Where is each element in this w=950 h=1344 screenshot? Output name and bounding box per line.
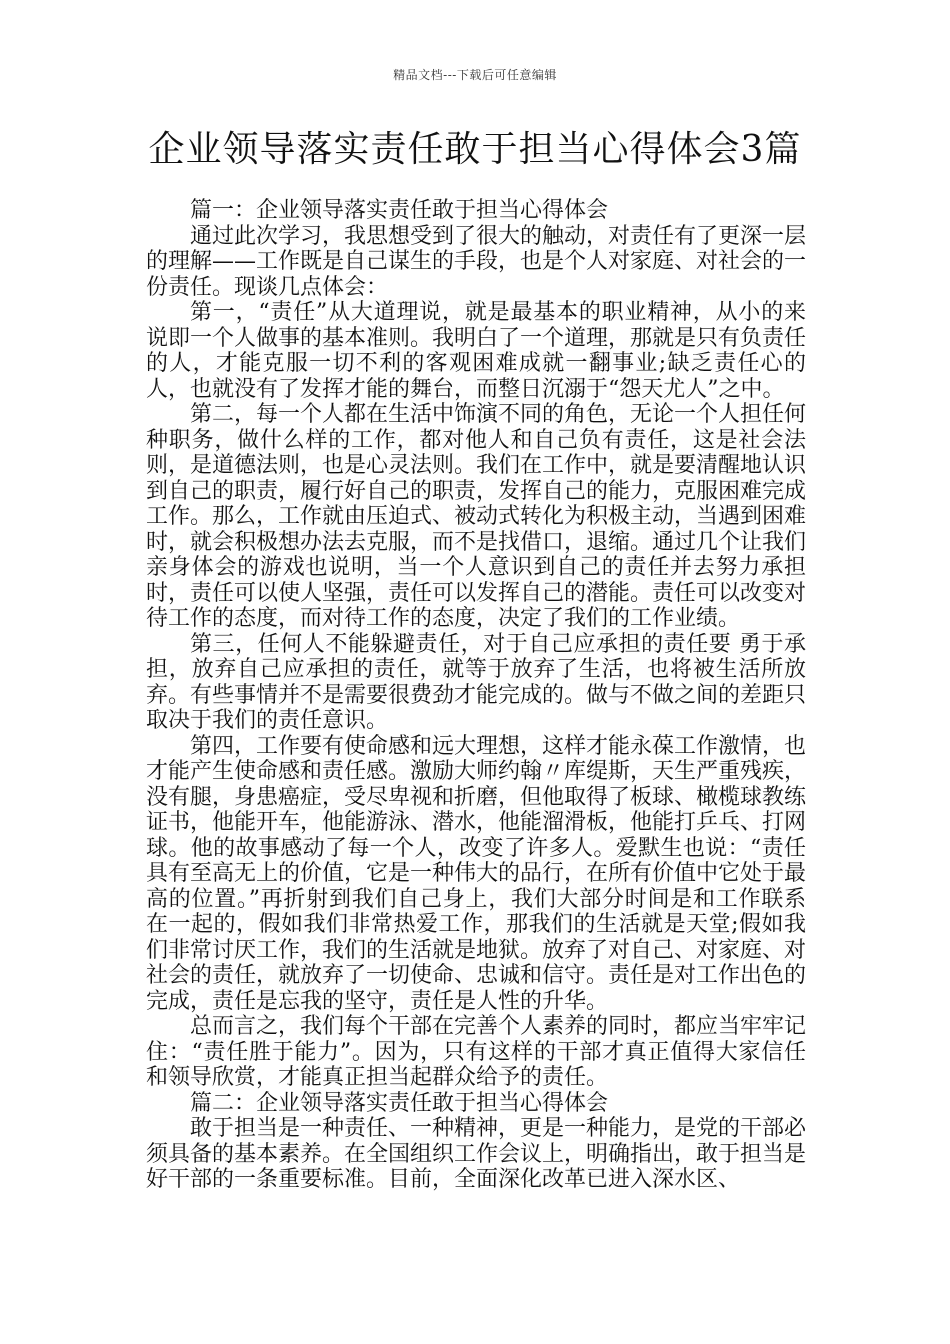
section-heading-2: 篇二：企业领导落实责任敢于担当心得体会 <box>190 1090 609 1116</box>
paragraph-intro: 通过此次学习，我思想受到了很大的触动，对责任有了更深一层的理解——工作既是自己谋生的手段，也是个人对家庭、对社会的一份责任。现谈几点体会： <box>146 223 807 300</box>
paragraph-point-1: 第一，“责任”从大道理说，就是最基本的职业精神，从小的来说即一个人做事的基本准则。我明白了一个道理，那就是只有负责任的人，才能克服一切不利的客观困难成就一翻事业;缺乏责任心的人，也就没有了发挥才能的舞台，而整日沉溺于“怨天尤人”之中。 <box>146 300 807 402</box>
paragraph-section-2-intro: 敢于担当是一种责任、一种精神，更是一种能力，是党的干部必须具备的基本素养。在全国组织工作会议上，明确指出，敢于担当是好干部的一条重要标准。目前，全面深化改革已进入深水区、 <box>146 1116 807 1192</box>
document-body <box>146 198 806 1193</box>
paragraph-point-4: 第四，工作要有使命感和远大理想，这样才能永葆工作激情，也才能产生使命感和责任感。激励大师约翰〃库缇斯，天生严重残疾，没有腿，身患癌症，受尽卑视和折磨，但他取得了板球、橄榄球教练证书，他能开车，他能游泳、潜水，他能溜滑板，他能打乒乓、打网球。他的故事感动了每一个人，改变了许多人。爱默生也说：“责任具有至高无上的价值，它是一种伟大的品行，在所有价值中它处于最高的位置。”再折射到我们自己身上，我们大部分时间是和工作联系在一起的，假如我们非常热爱工作，那我们的生活就是天堂;假如我们非常讨厌工作，我们的生活就是地狱。放弃了对自己、对家庭、对社会的责任，就放弃了一切使命、忠诚和信守。责任是对工作出色的完成，责任是忘我的坚守，责任是人性的升华。 <box>146 733 807 1014</box>
paragraph-point-3: 第三，任何人不能躲避责任，对于自己应承担的责任要 勇于承担，放弃自己应承担的责任，就等于放弃了生活，也将被生活所放弃。有些事情并不是需要很费劲才能完成的。做与不做之间的差距只取决于我们的责任意识。 <box>146 631 807 733</box>
section-heading-1: 篇一：企业领导落实责任敢于担当心得体会 <box>190 198 609 223</box>
paragraph-point-2: 第二，每一个人都在生活中饰演不同的角色，无论一个人担任何种职务，做什么样的工作，都对他人和自己负有责任，这是社会法则，是道德法则，也是心灵法则。我们在工作中，就是要清醒地认识到自己的职责，履行好自己的职责，发挥自己的能力，克服困难完成工作。那么，工作就由压迫式、被动式转化为积极主动，当遇到困难时，就会积极想办法去克服，而不是找借口，退缩。通过几个让我们亲身体会的游戏也说明，当一个人意识到自己的责任并去努力承担时，责任可以使人坚强，责任可以发挥自己的潜能。责任可以改变对待工作的态度，而对待工作的态度，决定了我们的工作业绩。 <box>146 402 807 631</box>
paragraph-summary: 总而言之，我们每个干部在完善个人素养的同时，都应当牢牢记住：“责任胜于能力”。因为，只有这样的干部才真正值得大家信任和领导欣赏，才能真正担当起群众给予的责任。 <box>146 1014 807 1090</box>
document-title: 企业领导落实责任敢于担当心得体会3篇 <box>148 129 802 170</box>
header-note: 精品文档---下载后可任意编辑 <box>393 68 557 82</box>
